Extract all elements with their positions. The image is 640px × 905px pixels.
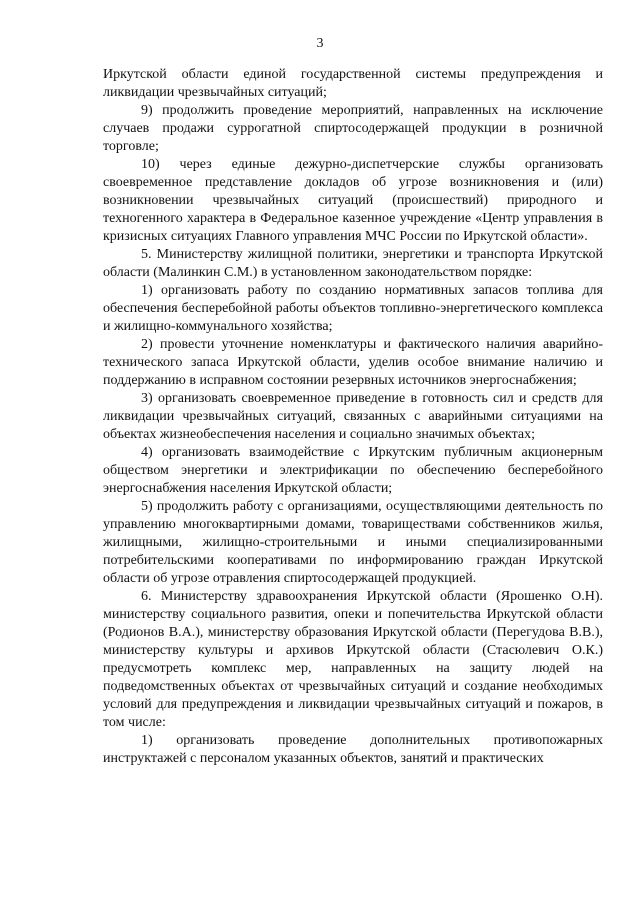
paragraph-item-5-5: 5) продолжить работу с организациями, осуществляющими деятельность по управлению многоквартирными домами, товариществами собственников жилья, жилищными, жилищно-строительными и иными специализированными потребительскими кооперативами по информированию граждан Иркутской области об угрозе отравления спиртосодержащей продукцией. xyxy=(103,499,603,586)
paragraph-item-5-3: 3) организовать своевременное приведение в готовность сил и средств для ликвидации чрезвычайных ситуаций, связанных с аварийными ситуациями на объектах жизнеобеспечения населения и социально значимых объектах; xyxy=(103,391,603,442)
paragraph-item-6-1: 1) организовать проведение дополнительных противопожарных инструктажей с персоналом указанных объектов, занятий и практических xyxy=(103,733,603,766)
document-body xyxy=(103,66,603,768)
paragraph-section-5: 5. Министерству жилищной политики, энергетики и транспорта Иркутской области (Малинкин С.М.) в установленном законодательством порядке: xyxy=(103,247,603,280)
paragraph-item-5-4: 4) организовать взаимодействие с Иркутским публичным акционерным обществом энергетики и электрификации по обеспечению бесперебойного энергоснабжения населения Иркутской области; xyxy=(103,445,603,496)
paragraph-section-6: 6. Министерству здравоохранения Иркутской области (Ярошенко О.Н). министерству социального развития, опеки и попечительства Иркутской области (Родионов В.А.), министерству образования Иркутской области (Перегудова В.В.), министерству культуры и архивов Иркутской области (Стасюлевич О.К.) предусмотреть комплекс мер, направленных на защиту людей на подведомственных объектах от чрезвычайных ситуаций и создание необходимых условий для предупреждения и ликвидации чрезвычайных ситуаций и пожаров, в том числе: xyxy=(103,589,603,730)
paragraph-item-9: 9) продолжить проведение мероприятий, направленных на исключение случаев продажи суррогатной спиртосодержащей продукции в розничной торговле; xyxy=(103,103,603,154)
paragraph-item-10: 10) через единые дежурно-диспетчерские службы организовать своевременное представление докладов об угрозе возникновения и (или) возникновении чрезвычайных ситуаций (происшествий) природного и техногенного характера в Федеральное казенное учреждение «Центр управления в кризисных ситуациях Главного управления МЧС России по Иркутской области». xyxy=(103,157,603,244)
paragraph-continuation: Иркутской области единой государственной системы предупреждения и ликвидации чрезвычайных ситуаций; xyxy=(103,67,603,100)
paragraph-item-5-2: 2) провести уточнение номенклатуры и фактического наличия аварийно-технического запаса Иркутской области, уделив особое внимание наличию и поддержанию в исправном состоянии резервных источников энергоснабжения; xyxy=(103,337,603,388)
paragraph-item-5-1: 1) организовать работу по созданию нормативных запасов топлива для обеспечения бесперебойной работы объектов топливно-энергетического комплекса и жилищно-коммунального хозяйства; xyxy=(103,283,603,334)
page-number: 3 xyxy=(316,36,324,51)
